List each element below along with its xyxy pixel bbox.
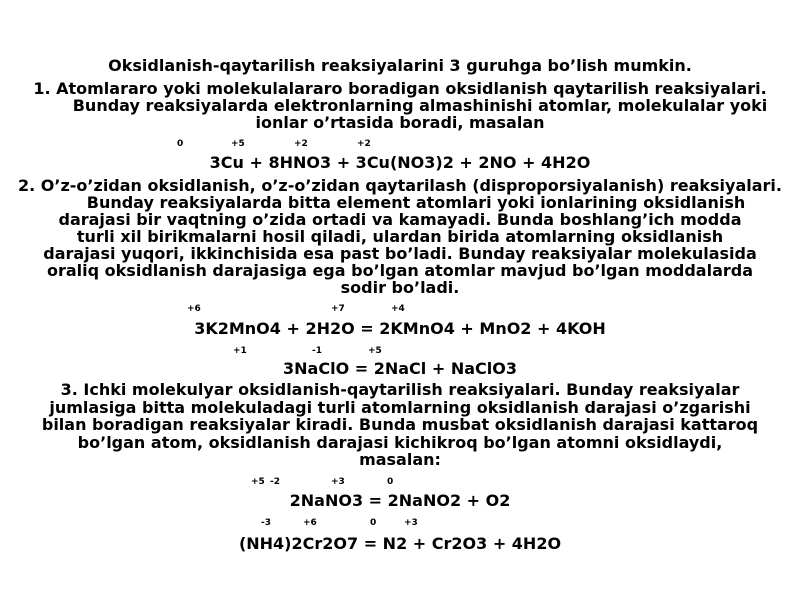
section1-line-1: 1. Atomlararo yoki molekulalararo boradigan oksidlanish qaytarilish reaksiyalari.: [33, 79, 767, 98]
oxidation-state-label: +1: [233, 346, 247, 356]
oxidation-state-label: -2: [270, 477, 280, 487]
section2-line-5: darajasi yuqori, ikkinchisida esa past bo’ladi. Bunday reaksiyalar molekulasida: [43, 244, 757, 263]
section2-line-6: oraliq oksidlanish darajasiga ega bo’lgan atomlar mavjud bo’lgan moddalarda: [47, 261, 753, 280]
section3-line-5: masalan:: [359, 450, 441, 469]
oxidation-state-label: +6: [303, 518, 317, 528]
page-title: Oksidlanish-qaytarilish reaksiyalarini 3 guruhga bo’lish mumkin.: [108, 56, 692, 75]
section3-line-1: 3. Ichki molekulyar oksidlanish-qaytarilish reaksiyalari. Bunday reaksiyalar: [60, 380, 740, 399]
section3-line-4: bo’lgan atom, oksidlanish darajasi kichikroq bo’lgan atomni oksidlaydi,: [77, 433, 723, 452]
oxidation-state-label: +7: [331, 304, 345, 314]
equation-nano3: 2NaNO3 = 2NaNO2 + O2: [289, 491, 511, 510]
oxidation-state-label: 0: [387, 477, 394, 487]
section3-line-3: bilan boradigan reaksiyalar kiradi. Bunda musbat oksidlanish darajasi kattaroq: [41, 415, 759, 434]
section1-line-2: Bunday reaksiyalarda elektronlarning almashinishi atomlar, molekulalar yoki: [72, 96, 768, 115]
equation-cu-hno3: 3Cu + 8HNO3 + 3Cu(NO3)2 + 2NO + 4H2O: [209, 153, 591, 172]
section2-line-7: sodir bo’ladi.: [340, 278, 460, 297]
section2-line-1: 2. O’z-o’zidan oksidlanish, o’z-o’zidan qaytarilash (disproporsiyalanish) reaksiyalari.: [18, 176, 782, 195]
section2-line-2: Bunday reaksiyalarda bitta element atomlari yoki ionlarining oksidlanish: [86, 193, 746, 212]
equation-naclo: 3NaClO = 2NaCl + NaClO3: [283, 359, 517, 378]
equation-nh4-cr2o7: (NH4)2Cr2O7 = N2 + Cr2O3 + 4H2O: [238, 534, 562, 553]
oxidation-state-label: 0: [370, 518, 377, 528]
oxidation-state-label: -3: [261, 518, 271, 528]
oxidation-state-label: +5: [368, 346, 382, 356]
oxidation-state-label: +2: [357, 139, 371, 149]
oxidation-state-label: +5: [231, 139, 245, 149]
oxidation-state-label: +4: [391, 304, 405, 314]
section2-line-4: turli xil birikmalarni hosil qiladi, ulardan birida atomlarning oksidlanish: [76, 227, 724, 246]
oxidation-state-label: +3: [331, 477, 345, 487]
oxidation-state-label: +2: [294, 139, 308, 149]
oxidation-state-label: -1: [312, 346, 322, 356]
oxidation-state-label: +5: [251, 477, 265, 487]
oxidation-state-label: +6: [187, 304, 201, 314]
section3-line-2: jumlasiga bitta molekuladagi turli atomlarning oksidlanish darajasi o’zgarishi: [49, 398, 751, 417]
equation-k2mno4: 3K2MnO4 + 2H2O = 2KMnO4 + MnO2 + 4KOH: [194, 319, 606, 338]
oxidation-state-label: 0: [177, 139, 184, 149]
oxidation-state-label: +3: [404, 518, 418, 528]
section2-line-3: darajasi bir vaqtning o’zida ortadi va kamayadi. Bunda boshlang’ich modda: [58, 210, 742, 229]
section1-line-3: ionlar o’rtasida boradi, masalan: [255, 113, 545, 132]
